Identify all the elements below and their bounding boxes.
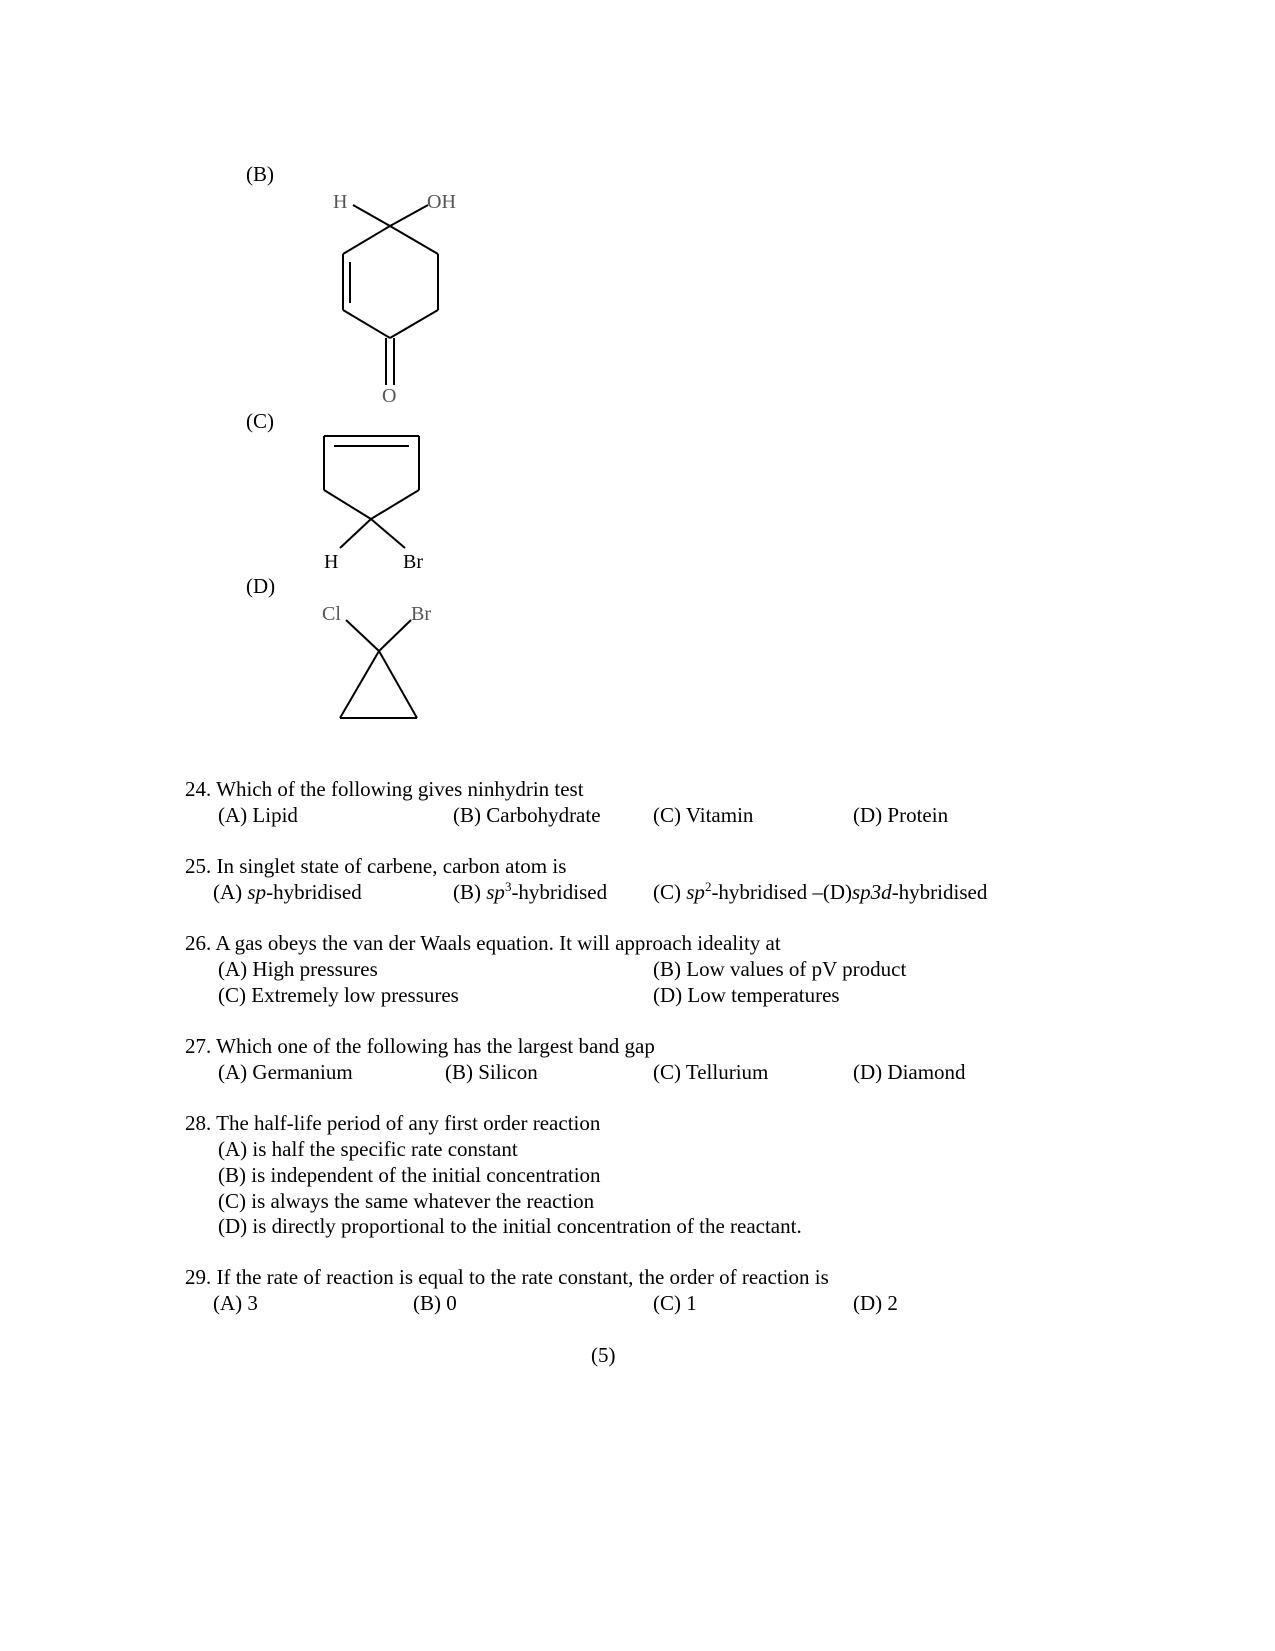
atom-h: H [324, 551, 339, 573]
atom-oh: OH [427, 191, 456, 213]
q24-option-a[interactable]: (A) Lipid [218, 803, 298, 827]
q27-option-b[interactable]: (B) Silicon [445, 1060, 538, 1084]
q29-option-a[interactable]: (A) 3 [213, 1291, 258, 1315]
q25-option-a[interactable]: (A) sp-hybridised [213, 880, 362, 904]
q27-option-a[interactable]: (A) Germanium [218, 1060, 353, 1084]
q25-option-d[interactable]: (D)sp3d-hybridised [822, 880, 988, 904]
q26-option-c[interactable]: (C) Extremely low pressures [218, 983, 459, 1007]
q26-option-a[interactable]: (A) High pressures [218, 957, 378, 981]
question-29-stem: 29. If the rate of reaction is equal to the rate constant, the order of reaction is [185, 1265, 829, 1289]
question-24-stem: 24. Which of the following gives ninhydrin test [185, 777, 584, 801]
atom-o: O [382, 385, 397, 407]
q29-option-b[interactable]: (B) 0 [413, 1291, 457, 1315]
q26-option-d[interactable]: (D) Low temperatures [653, 983, 840, 1007]
q24-option-b[interactable]: (B) Carbohydrate [453, 803, 601, 827]
structure-b-label: (B) [246, 162, 274, 186]
q28-option-a[interactable]: (A) is half the specific rate constant [218, 1137, 518, 1161]
q26-option-b[interactable]: (B) Low values of pV product [653, 957, 907, 981]
question-26-stem: 26. A gas obeys the van der Waals equation. It will approach ideality at [185, 931, 781, 955]
q25-option-b[interactable]: (B) $sp^3$-hybridised [453, 879, 608, 904]
q27-option-d[interactable]: (D) Diamond [853, 1060, 966, 1084]
molecule-d [322, 603, 431, 718]
molecule-c [324, 436, 423, 573]
page-number: (5) [591, 1343, 616, 1367]
structure-d-label: (D) [246, 574, 276, 598]
q29-option-c[interactable]: (C) 1 [653, 1291, 697, 1315]
question-27-stem: 27. Which one of the following has the largest band gap [185, 1034, 655, 1058]
atom-br: Br [403, 551, 423, 573]
q29-option-d[interactable]: (D) 2 [853, 1291, 898, 1315]
q28-option-c[interactable]: (C) is always the same whatever the reaction [218, 1189, 595, 1213]
atom-br: Br [411, 603, 431, 625]
molecule-b [333, 191, 456, 407]
q24-option-d[interactable]: (D) Protein [853, 803, 949, 827]
atom-cl: Cl [322, 603, 341, 625]
q25-option-c[interactable]: (C) $sp^2$-hybridised –(D)sp3d-hybridised [653, 879, 988, 904]
structure-c-label: (C) [246, 409, 274, 433]
question-28-stem: 28. The half-life period of any first order reaction [185, 1111, 601, 1135]
q28-option-d[interactable]: (D) is directly proportional to the initial concentration of the reactant. [218, 1214, 802, 1238]
question-25-stem: 25. In singlet state of carbene, carbon atom is [185, 854, 567, 878]
q28-option-b[interactable]: (B) is independent of the initial concentration [218, 1163, 601, 1187]
q27-option-c[interactable]: (C) Tellurium [653, 1060, 769, 1084]
q24-option-c[interactable]: (C) Vitamin [653, 803, 754, 827]
atom-h: H [333, 191, 348, 213]
